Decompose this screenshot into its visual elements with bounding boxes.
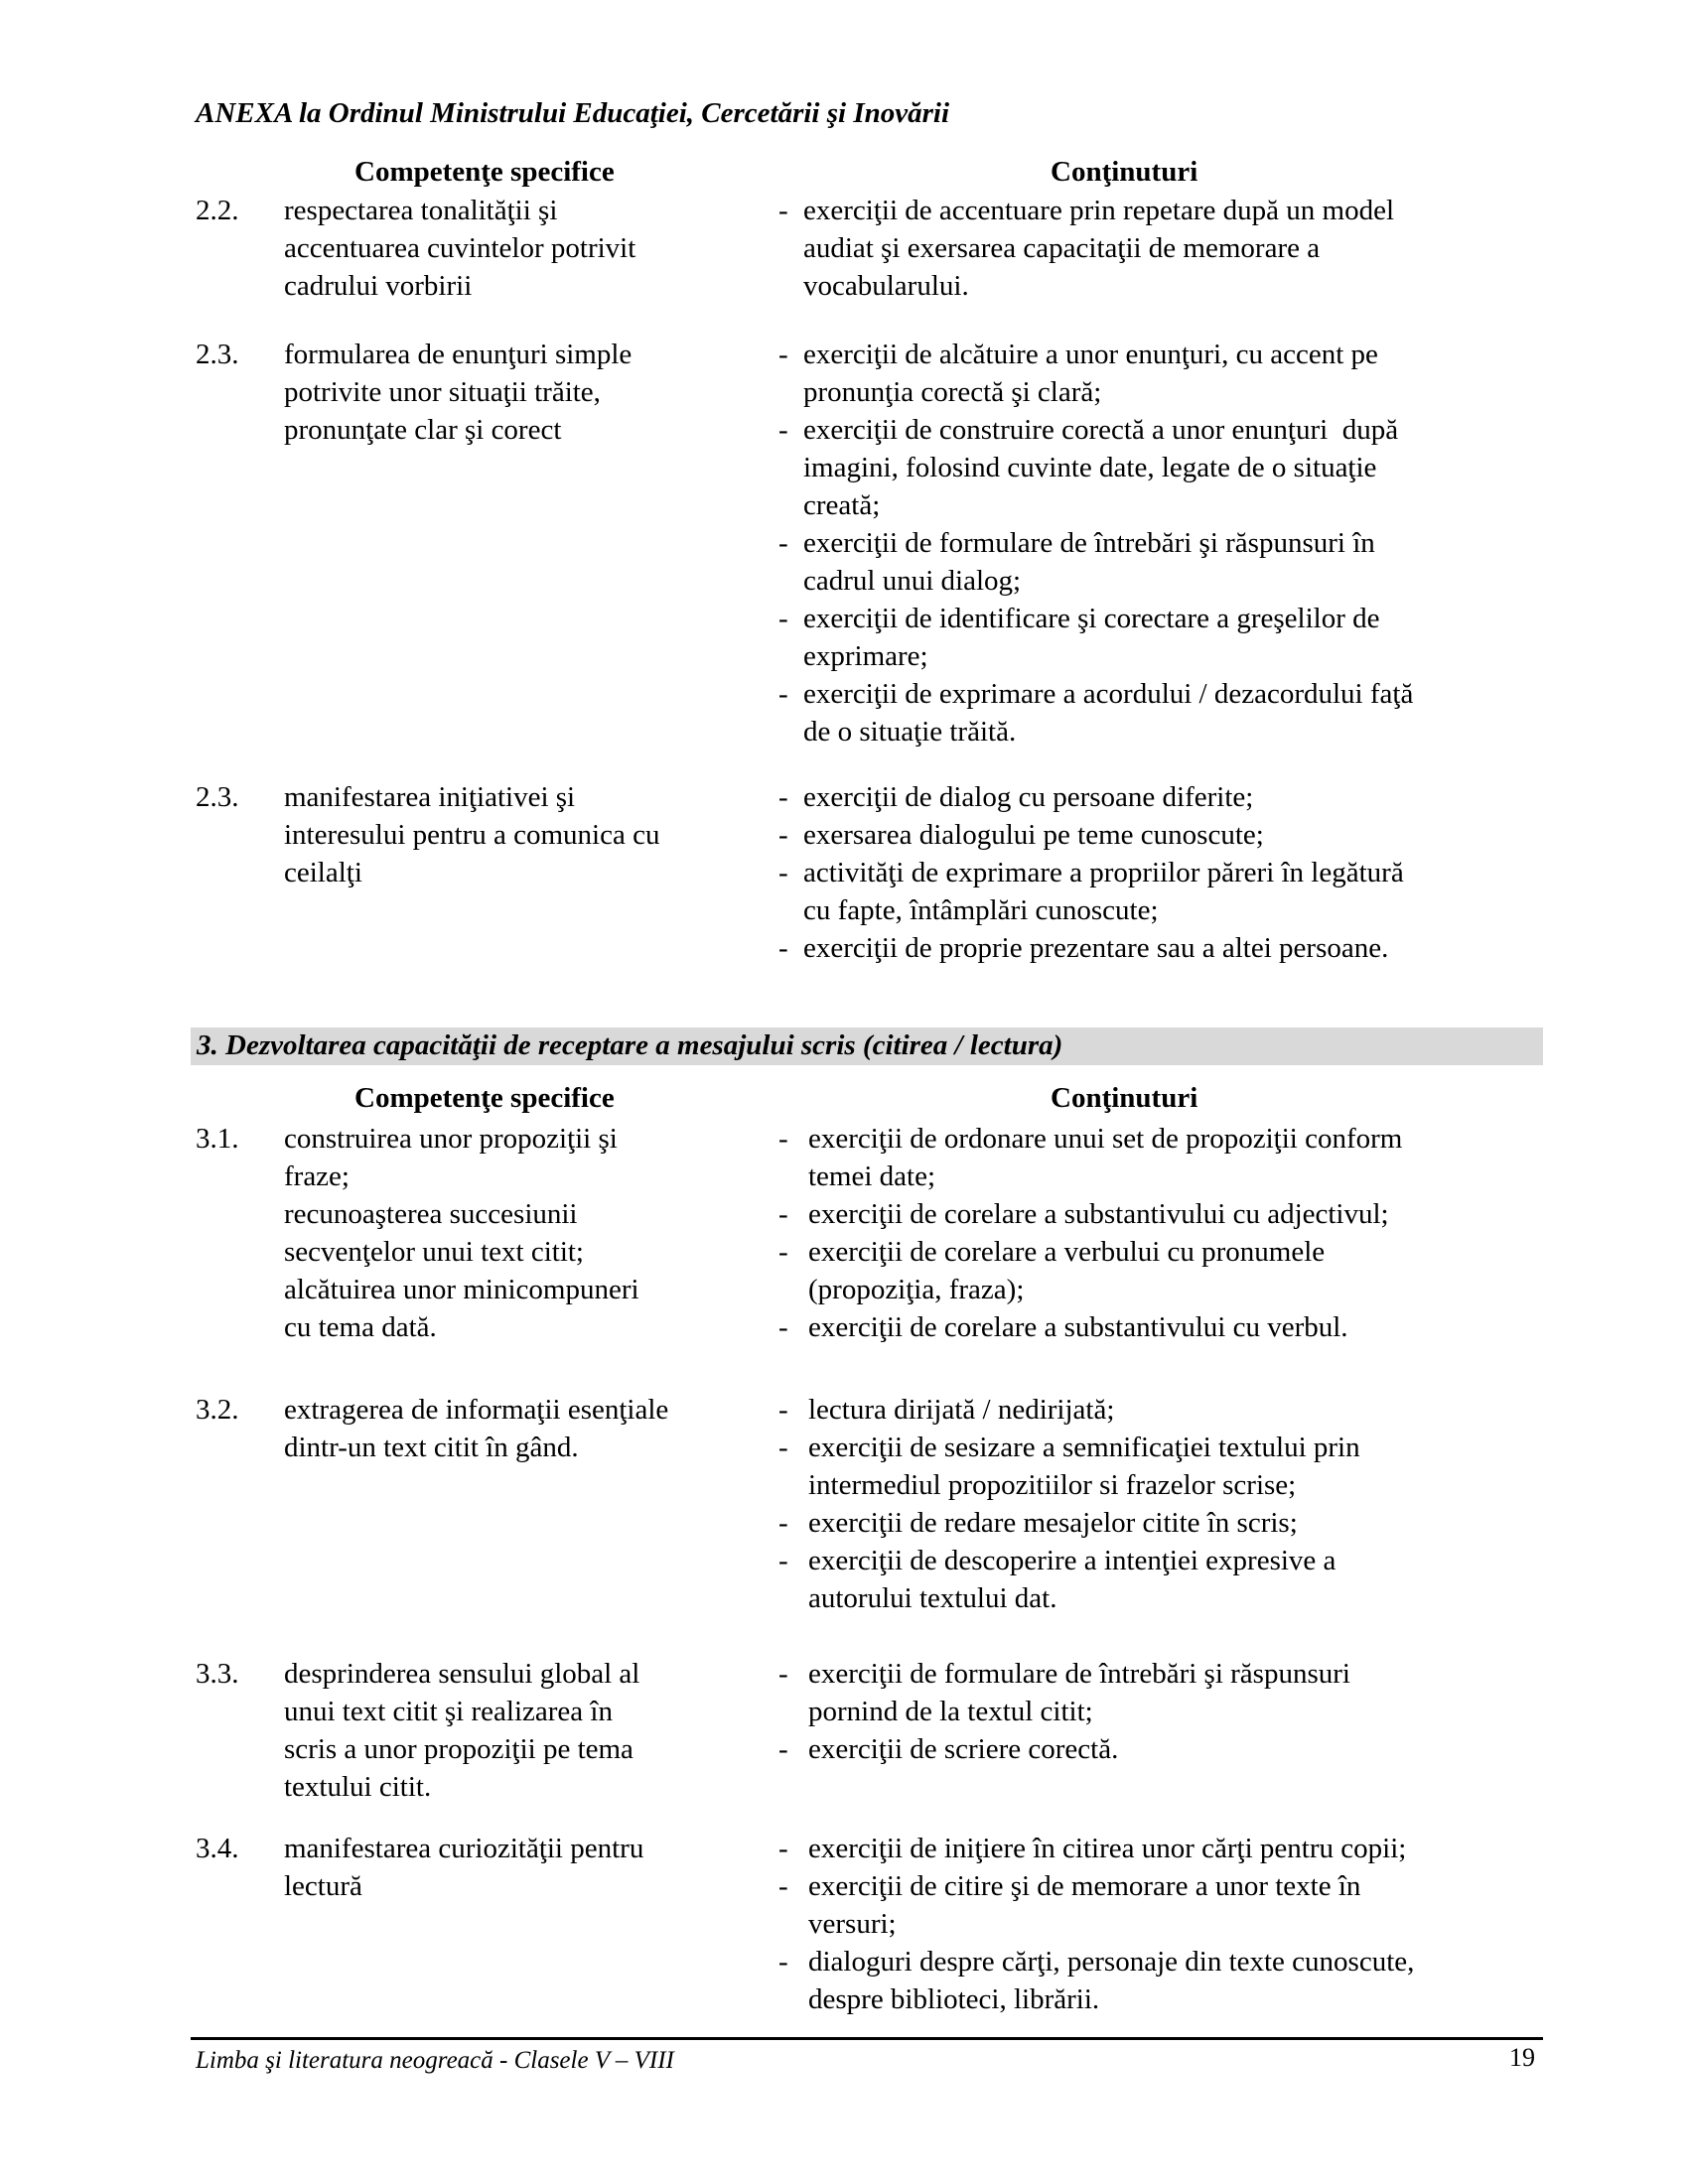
row-number: 3.3. — [196, 1658, 239, 1690]
bullet-dash: - — [778, 1658, 788, 1690]
bullet-dash: - — [778, 339, 788, 370]
section3-title-bar — [191, 1027, 1543, 1065]
competenta-text — [284, 1655, 751, 1806]
list-item — [778, 192, 1553, 305]
competenta-line: potrivite unor situaţii trăite, — [284, 376, 601, 408]
list-item-line: exerciţii de alcătuire a unor enunţuri, cu accent pe — [803, 339, 1378, 370]
list-item-line: exerciţii de dialog cu persoane diferite; — [803, 781, 1254, 813]
list-item-line: temei date; — [808, 1160, 936, 1192]
competenta-line: respectarea tonalităţii şi — [284, 195, 558, 226]
list-item-line: exerciţii de exprimare a acordului / dezacordului faţă — [803, 678, 1414, 710]
competenta-line: formularea de enunţuri simple — [284, 339, 633, 370]
list-item — [778, 1730, 1553, 1768]
bullet-dash: - — [778, 1123, 788, 1155]
list-item-line: pornind de la textul citit; — [808, 1696, 1093, 1727]
bullet-dash: - — [778, 1545, 788, 1576]
list-item-line: (propoziţia, fraza); — [808, 1274, 1025, 1305]
competenta-text — [284, 336, 751, 449]
competenta-line: textului citit. — [284, 1771, 432, 1803]
list-item-line: intermediul propozitiilor si frazelor scrise; — [808, 1469, 1297, 1501]
list-item-line: autorului textului dat. — [808, 1582, 1057, 1614]
bullet-dash: - — [778, 1833, 788, 1864]
list-item — [778, 1655, 1553, 1730]
list-item-line: exerciţii de construire corectă a unor enunţuri după — [803, 414, 1399, 446]
list-item — [778, 1867, 1553, 1943]
bullet-dash: - — [778, 1311, 788, 1343]
competenta-line: interesului pentru a comunica cu — [284, 819, 660, 851]
list-item — [778, 411, 1553, 524]
competenta-line: recunoaşterea succesiunii — [284, 1198, 578, 1230]
list-item-line: despre biblioteci, librării. — [808, 1983, 1100, 2015]
list-item-line: cadrul unui dialog; — [803, 565, 1022, 597]
bullet-dash: - — [778, 678, 788, 710]
col-header-competente: Competenţe specifice — [354, 156, 615, 188]
list-item — [778, 1391, 1553, 1429]
list-item — [778, 816, 1553, 854]
list-item-line: exerciţii de ordonare unui set de propoziţii conform — [808, 1123, 1403, 1155]
list-item — [778, 600, 1553, 675]
list-item-line: exerciţii de citire şi de memorare a unor texte în — [808, 1870, 1361, 1902]
bullet-dash: - — [778, 195, 788, 226]
row-number: 2.3. — [196, 339, 239, 370]
competenta-line: construirea unor propoziţii şi — [284, 1123, 618, 1155]
bullet-dash: - — [778, 1432, 788, 1463]
annex-header: ANEXA la Ordinul Ministrului Educaţiei, Cercetării şi Inovării — [196, 97, 950, 129]
list-item-line: exersarea dialogului pe teme cunoscute; — [803, 819, 1264, 851]
continuturi-list — [778, 1391, 1553, 1617]
list-item — [778, 1504, 1553, 1542]
competenta-line: manifestarea iniţiativei şi — [284, 781, 576, 813]
list-item — [778, 778, 1553, 816]
list-item-line: exerciţii de proprie prezentare sau a altei persoane. — [803, 932, 1389, 964]
list-item-line: exerciţii de iniţiere în citirea unor cărţi pentru copii; — [808, 1833, 1407, 1864]
bullet-dash: - — [778, 1198, 788, 1230]
bullet-dash: - — [778, 603, 788, 634]
competenta-line: ceilalţi — [284, 857, 362, 888]
continuturi-list — [778, 192, 1553, 305]
row-number: 3.1. — [196, 1123, 239, 1155]
bullet-dash: - — [778, 1394, 788, 1426]
list-item — [778, 524, 1553, 600]
competenta-text — [284, 1830, 751, 1905]
competenta-text — [284, 192, 751, 305]
bullet-dash: - — [778, 819, 788, 851]
row-number: 3.2. — [196, 1394, 239, 1426]
list-item — [778, 1195, 1553, 1233]
competenta-line: scris a unor propoziţii pe tema — [284, 1733, 633, 1765]
list-item-line: lectura dirijată / nedirijată; — [808, 1394, 1115, 1426]
list-item-line: vocabularului. — [803, 270, 969, 302]
list-item — [778, 1120, 1553, 1195]
list-item-line: dialoguri despre cărţi, personaje din texte cunoscute, — [808, 1946, 1415, 1978]
list-item — [778, 854, 1553, 929]
col-header-continuturi-s3: Conţinuturi — [1051, 1082, 1198, 1114]
list-item — [778, 1233, 1553, 1308]
list-item-line: exerciţii de descoperire a intenţiei expresive a — [808, 1545, 1336, 1576]
list-item-line: exerciţii de redare mesajelor citite în scris; — [808, 1507, 1298, 1539]
footer-divider — [191, 2037, 1543, 2040]
list-item-line: pronunţia corectă şi clară; — [803, 376, 1102, 408]
list-item-line: exprimare; — [803, 640, 928, 672]
list-item — [778, 1542, 1553, 1617]
section3-title: 3. Dezvoltarea capacităţii de receptare a mesajului scris (citirea / lectura) — [197, 1029, 1063, 1061]
bullet-dash: - — [778, 1946, 788, 1978]
continuturi-list — [778, 1120, 1553, 1346]
competenta-text — [284, 1391, 751, 1466]
bullet-dash: - — [778, 857, 788, 888]
competenta-line: accentuarea cuvintelor potrivit — [284, 232, 636, 264]
footer-subject: Limba şi literatura neogreacă - Clasele V – VIII — [196, 2047, 674, 2074]
bullet-dash: - — [778, 1870, 788, 1902]
col-header-competente-s3: Competenţe specifice — [354, 1082, 615, 1114]
list-item-line: audiat şi exersarea capacitaţii de memorare a — [803, 232, 1321, 264]
competenta-line: extragerea de informaţii esenţiale — [284, 1394, 669, 1426]
list-item-line: cu fapte, întâmplări cunoscute; — [803, 894, 1159, 926]
bullet-dash: - — [778, 932, 788, 964]
bullet-dash: - — [778, 1507, 788, 1539]
col-header-continuturi: Conţinuturi — [1051, 156, 1198, 188]
competenta-line: manifestarea curiozităţii pentru — [284, 1833, 644, 1864]
competenta-line: desprinderea sensului global al — [284, 1658, 640, 1690]
list-item-line: exerciţii de corelare a substantivului cu verbul. — [808, 1311, 1348, 1343]
list-item — [778, 1429, 1553, 1504]
list-item-line: creată; — [803, 489, 881, 521]
competenta-line: fraze; — [284, 1160, 350, 1192]
page-number: 19 — [1509, 2043, 1535, 2072]
list-item-line: exerciţii de corelare a verbului cu pronumele — [808, 1236, 1326, 1268]
list-item-line: activităţi de exprimare a propriilor păreri în legătură — [803, 857, 1404, 888]
row-number: 2.3. — [196, 781, 239, 813]
competenta-line: pronunţate clar şi corect — [284, 414, 562, 446]
list-item-line: de o situaţie trăită. — [803, 716, 1017, 748]
row-number: 3.4. — [196, 1833, 239, 1864]
list-item — [778, 336, 1553, 411]
list-item — [778, 1308, 1553, 1346]
continuturi-list — [778, 336, 1553, 751]
list-item-line: versuri; — [808, 1908, 897, 1940]
list-item-line: exerciţii de scriere corectă. — [808, 1733, 1119, 1765]
list-item — [778, 1943, 1553, 2018]
list-item-line: exerciţii de identificare şi corectare a greşelilor de — [803, 603, 1380, 634]
list-item-line: exerciţii de sesizare a semnificaţiei textului prin — [808, 1432, 1360, 1463]
list-item-line: exerciţii de corelare a substantivului cu adjectivul; — [808, 1198, 1389, 1230]
list-item — [778, 1830, 1553, 1867]
competenta-line: alcătuirea unor minicompuneri — [284, 1274, 639, 1305]
competenta-line: secvenţelor unui text citit; — [284, 1236, 584, 1268]
competenta-line: cu tema dată. — [284, 1311, 437, 1343]
bullet-dash: - — [778, 1236, 788, 1268]
bullet-dash: - — [778, 527, 788, 559]
list-item — [778, 929, 1553, 967]
continuturi-list — [778, 1830, 1553, 2018]
list-item — [778, 675, 1553, 751]
list-item-line: imagini, folosind cuvinte date, legate de o situaţie — [803, 452, 1377, 483]
competenta-line: dintr-un text citit în gând. — [284, 1432, 579, 1463]
continuturi-list — [778, 778, 1553, 967]
continuturi-list — [778, 1655, 1553, 1768]
row-number: 2.2. — [196, 195, 239, 226]
competenta-line: lectură — [284, 1870, 362, 1902]
bullet-dash: - — [778, 414, 788, 446]
competenta-text — [284, 1120, 751, 1346]
list-item-line: exerciţii de formulare de întrebări şi răspunsuri în — [803, 527, 1375, 559]
list-item-line: exerciţii de accentuare prin repetare după un model — [803, 195, 1394, 226]
competenta-text — [284, 778, 751, 891]
bullet-dash: - — [778, 1733, 788, 1765]
competenta-line: cadrului vorbirii — [284, 270, 473, 302]
bullet-dash: - — [778, 781, 788, 813]
list-item-line: exerciţii de formulare de întrebări şi răspunsuri — [808, 1658, 1350, 1690]
competenta-line: unui text citit şi realizarea în — [284, 1696, 613, 1727]
